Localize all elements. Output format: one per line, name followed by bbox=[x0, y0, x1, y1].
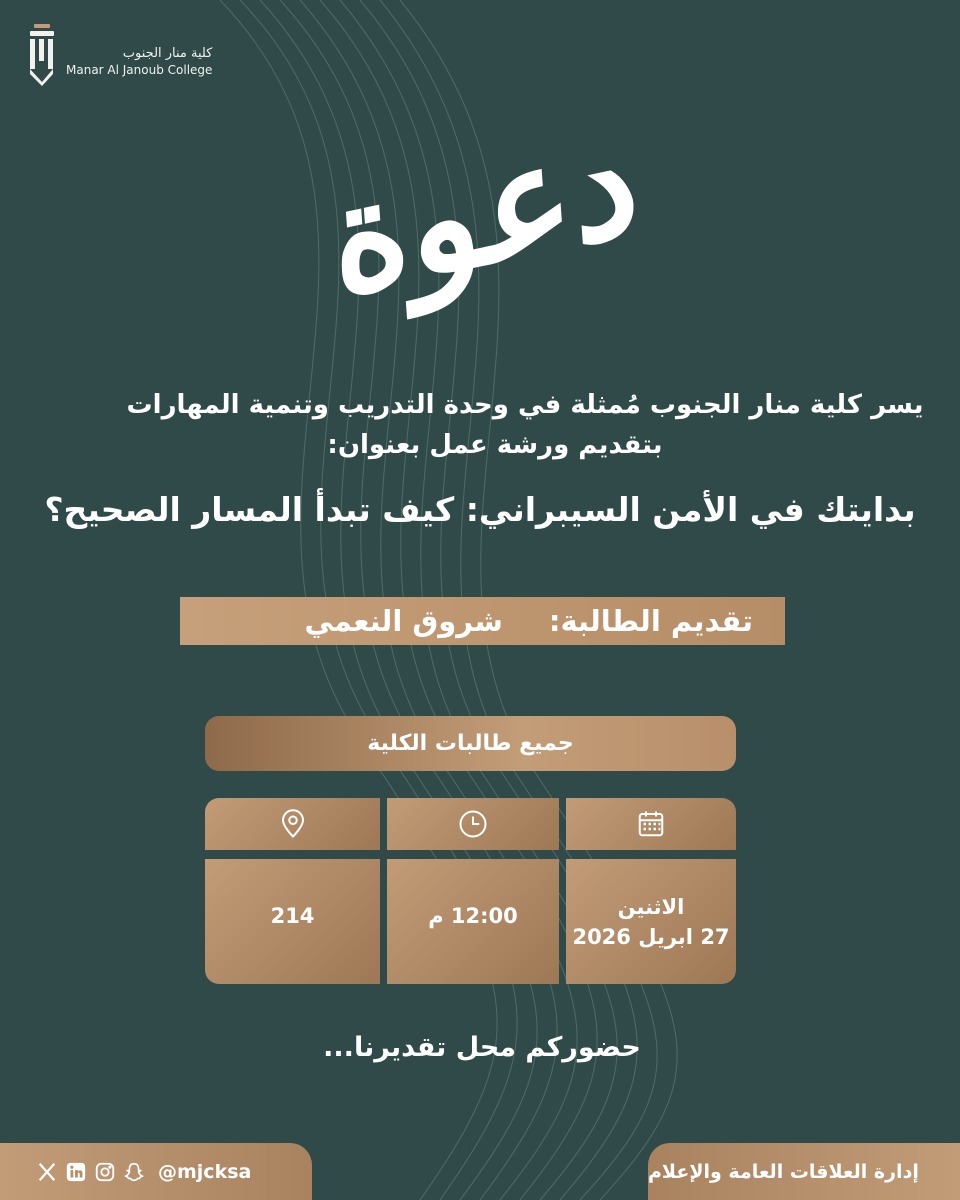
college-logo bbox=[26, 24, 212, 86]
college-name-arabic: كلية منار الجنوب bbox=[122, 46, 213, 61]
snapchat-icon[interactable] bbox=[123, 1161, 145, 1183]
location-pin-icon bbox=[278, 809, 308, 839]
time-icon-cell bbox=[387, 798, 559, 850]
clock-icon bbox=[458, 809, 488, 839]
department-name: إدارة العلاقات العامة والإعلام bbox=[648, 1160, 919, 1183]
date-cell bbox=[566, 859, 736, 984]
presenter-bar bbox=[180, 597, 785, 645]
audience-text: جميع طالبات الكلية bbox=[367, 731, 574, 756]
location-value: 214 bbox=[270, 904, 315, 928]
department-badge bbox=[648, 1143, 960, 1200]
presenter-label: تقديم الطالبة: bbox=[548, 604, 753, 638]
linkedin-icon[interactable] bbox=[65, 1161, 87, 1183]
time-cell bbox=[387, 859, 559, 984]
closing-message: حضوركم محل تقديرنا... bbox=[323, 1032, 641, 1063]
social-handle[interactable]: @mjcksa bbox=[158, 1160, 252, 1183]
date-day: الاثنين bbox=[617, 894, 685, 919]
college-logo-mark-icon bbox=[26, 24, 58, 86]
invitation-calligraphy bbox=[326, 80, 644, 340]
date-full: 27 ابريل 2026 bbox=[572, 924, 730, 949]
presenter-name: شروق النعمي bbox=[304, 604, 503, 638]
x-icon[interactable] bbox=[36, 1161, 58, 1183]
workshop-title: بدايتك في الأمن السيبراني: كيف تبدأ المسار الصحيح؟ bbox=[44, 490, 916, 529]
location-cell bbox=[205, 859, 380, 984]
time-value: 12:00 م bbox=[428, 904, 518, 928]
intro-line-2: بتقديم ورشة عمل بعنوان: bbox=[327, 430, 663, 460]
college-name-english: Manar Al Janoub College bbox=[66, 63, 213, 77]
calendar-icon bbox=[636, 809, 666, 839]
audience-badge bbox=[205, 716, 736, 771]
invitation-heading: دعوة bbox=[326, 88, 644, 332]
date-icon-cell bbox=[566, 798, 736, 850]
instagram-icon[interactable] bbox=[94, 1161, 116, 1183]
location-icon-cell bbox=[205, 798, 380, 850]
intro-line-1: يسر كلية منار الجنوب مُمثلة في وحدة التدريب وتنمية المهارات bbox=[126, 390, 924, 420]
social-media-bar bbox=[0, 1143, 312, 1200]
